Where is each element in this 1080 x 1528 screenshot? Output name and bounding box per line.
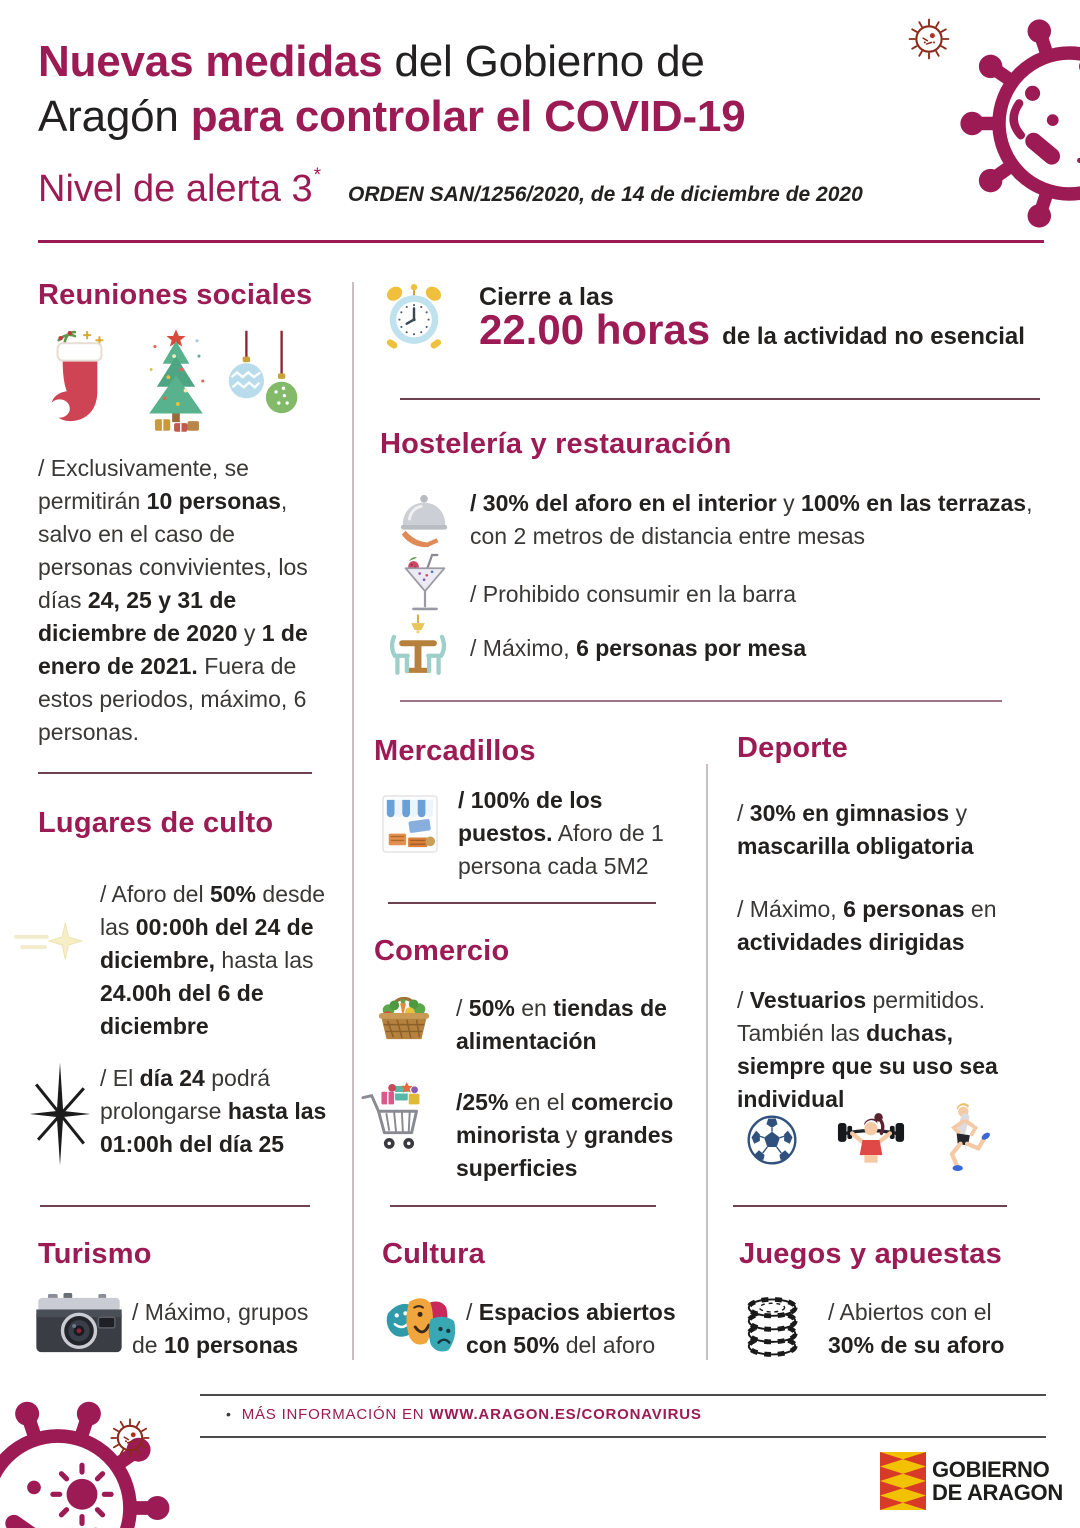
- hosteleria-item-3: / Máximo, 6 personas por mesa: [470, 635, 807, 661]
- runner-icon: [938, 1102, 998, 1176]
- divider-reuniones-lugares: [38, 772, 312, 774]
- closure-time: 22.00 horas: [479, 306, 711, 353]
- section-title-deporte: Deporte: [737, 732, 848, 764]
- market-stall-icon: [382, 795, 438, 853]
- alert-asterisk: *: [313, 164, 321, 186]
- column-divider-right: [706, 764, 708, 1360]
- reuniones-body: / Exclusivamente, se permitirán 10 personas, salvo en el caso de personas convivientes, los días 24, 25 y 31 de diciembre de 2020 y 1 de enero de 2021. Fuera de estos periodos, máximo, 6 personas.: [38, 455, 308, 745]
- camera-icon: [34, 1292, 124, 1356]
- divider-closure: [400, 398, 1040, 400]
- page-title: [38, 34, 853, 144]
- deporte-item-1: / 30% en gimnasios y mascarilla obligatoria: [737, 800, 974, 859]
- weightlifter-icon: [836, 1106, 906, 1174]
- divider-lugares-turismo: [40, 1205, 310, 1207]
- deporte-item-2: / Máximo, 6 personas en actividades dirigidas: [737, 896, 997, 955]
- sparkle-star-icon: [20, 1058, 100, 1170]
- mercadillos-item: / 100% de los puestos. Aforo de 1 persona cada 5M2: [458, 787, 664, 879]
- divider-deporte-juegos: [733, 1205, 1007, 1207]
- logo-text: [932, 1458, 1063, 1504]
- alert-level-row: [38, 164, 863, 211]
- divider-comercio-cultura: [390, 1205, 656, 1207]
- closure-rest: de la actividad no esencial: [722, 323, 1025, 350]
- footer-rule-top: [200, 1394, 1046, 1396]
- closure-intro: Cierre a las: [479, 283, 614, 311]
- poker-chips-icon: [744, 1293, 800, 1357]
- section-title-mercadillos: Mercadillos: [374, 735, 536, 767]
- comercio-item-2: /25% en el comercio minorista y grandes superficies: [456, 1089, 674, 1181]
- footer-info-label: MÁS INFORMACIÓN EN: [241, 1406, 430, 1423]
- shopping-cart-icon: [360, 1082, 436, 1160]
- deporte-item-3: / Vestuarios permitidos. También las duchas, siempre que su uso sea individual: [737, 987, 998, 1112]
- footer-url: WWW.ARAGON.ES/CORONAVIRUS: [429, 1406, 702, 1423]
- column-divider-left: [352, 282, 354, 1360]
- alarm-clock-icon: [380, 280, 448, 356]
- soccer-ball-icon: [744, 1112, 800, 1168]
- divider-mercadillos-comercio: [388, 902, 656, 904]
- table-chairs-icon: [382, 608, 454, 688]
- footer-info: [226, 1406, 702, 1423]
- ornaments-icon: [226, 328, 302, 428]
- hosteleria-item-2: / Prohibido consumir en la barra: [470, 581, 796, 607]
- title-highlight-2: para controlar el COVID-19: [190, 92, 746, 141]
- christmas-stocking-icon: [42, 328, 116, 434]
- footer-rule-bottom: [200, 1436, 1046, 1438]
- bullet-icon: •: [226, 1406, 232, 1422]
- cultura-item: / Espacios abiertos con 50% del aforo: [466, 1299, 676, 1358]
- comercio-item-1: / 50% en tiendas de alimentación: [456, 995, 667, 1054]
- shooting-star-icon: [12, 916, 94, 968]
- gobierno-aragon-logo: [880, 1452, 1063, 1510]
- christmas-tree-icon: [132, 326, 220, 436]
- virus-outline-icon-bottom: [104, 1412, 156, 1464]
- order-reference: ORDEN SAN/1256/2020, de 14 de diciembre de 2020: [348, 183, 863, 206]
- hosteleria-item-1: / 30% del aforo en el interior y 100% en las terrazas, con 2 metros de distancia entre mesas: [470, 490, 1033, 549]
- section-title-cultura: Cultura: [382, 1238, 485, 1270]
- logo-line-1: GOBIERNO: [932, 1457, 1050, 1482]
- alert-level: Nivel de alerta 3: [38, 168, 313, 210]
- divider-hosteleria: [400, 700, 1002, 702]
- lugares-item-2: / El día 24 podrá prolongarse hasta las 01:00h del día 25: [100, 1065, 327, 1157]
- closure-time-line: [479, 306, 1025, 354]
- logo-line-2: DE ARAGON: [932, 1480, 1063, 1505]
- turismo-item: / Máximo, grupos de 10 personas: [132, 1299, 309, 1358]
- virus-outline-icon: [902, 12, 956, 66]
- grocery-basket-icon: [374, 984, 434, 1044]
- aragon-flag-icon: [880, 1452, 926, 1510]
- theater-masks-icon: [384, 1292, 460, 1364]
- juegos-item: / Abiertos con el 30% de su aforo: [828, 1299, 1005, 1358]
- header-rule: [38, 240, 1044, 243]
- section-title-comercio: Comercio: [374, 935, 510, 967]
- cloche-icon: [396, 490, 452, 548]
- title-highlight-1: Nuevas medidas: [38, 37, 383, 86]
- virus-icon: [952, 6, 1080, 241]
- lugares-item-1: / Aforo del 50% desde las 00:00h del 24 de diciembre, hasta las 24.00h del 6 de diciembre: [100, 881, 326, 1039]
- section-title-juegos: Juegos y apuestas: [739, 1238, 1002, 1270]
- section-title-hosteleria: Hostelería y restauración: [380, 428, 732, 460]
- section-title-lugares: Lugares de culto: [38, 807, 274, 839]
- section-title-turismo: Turismo: [38, 1238, 152, 1270]
- section-title-reuniones: Reuniones sociales: [38, 279, 313, 311]
- title-regular: del Gobierno de Aragón: [38, 37, 705, 141]
